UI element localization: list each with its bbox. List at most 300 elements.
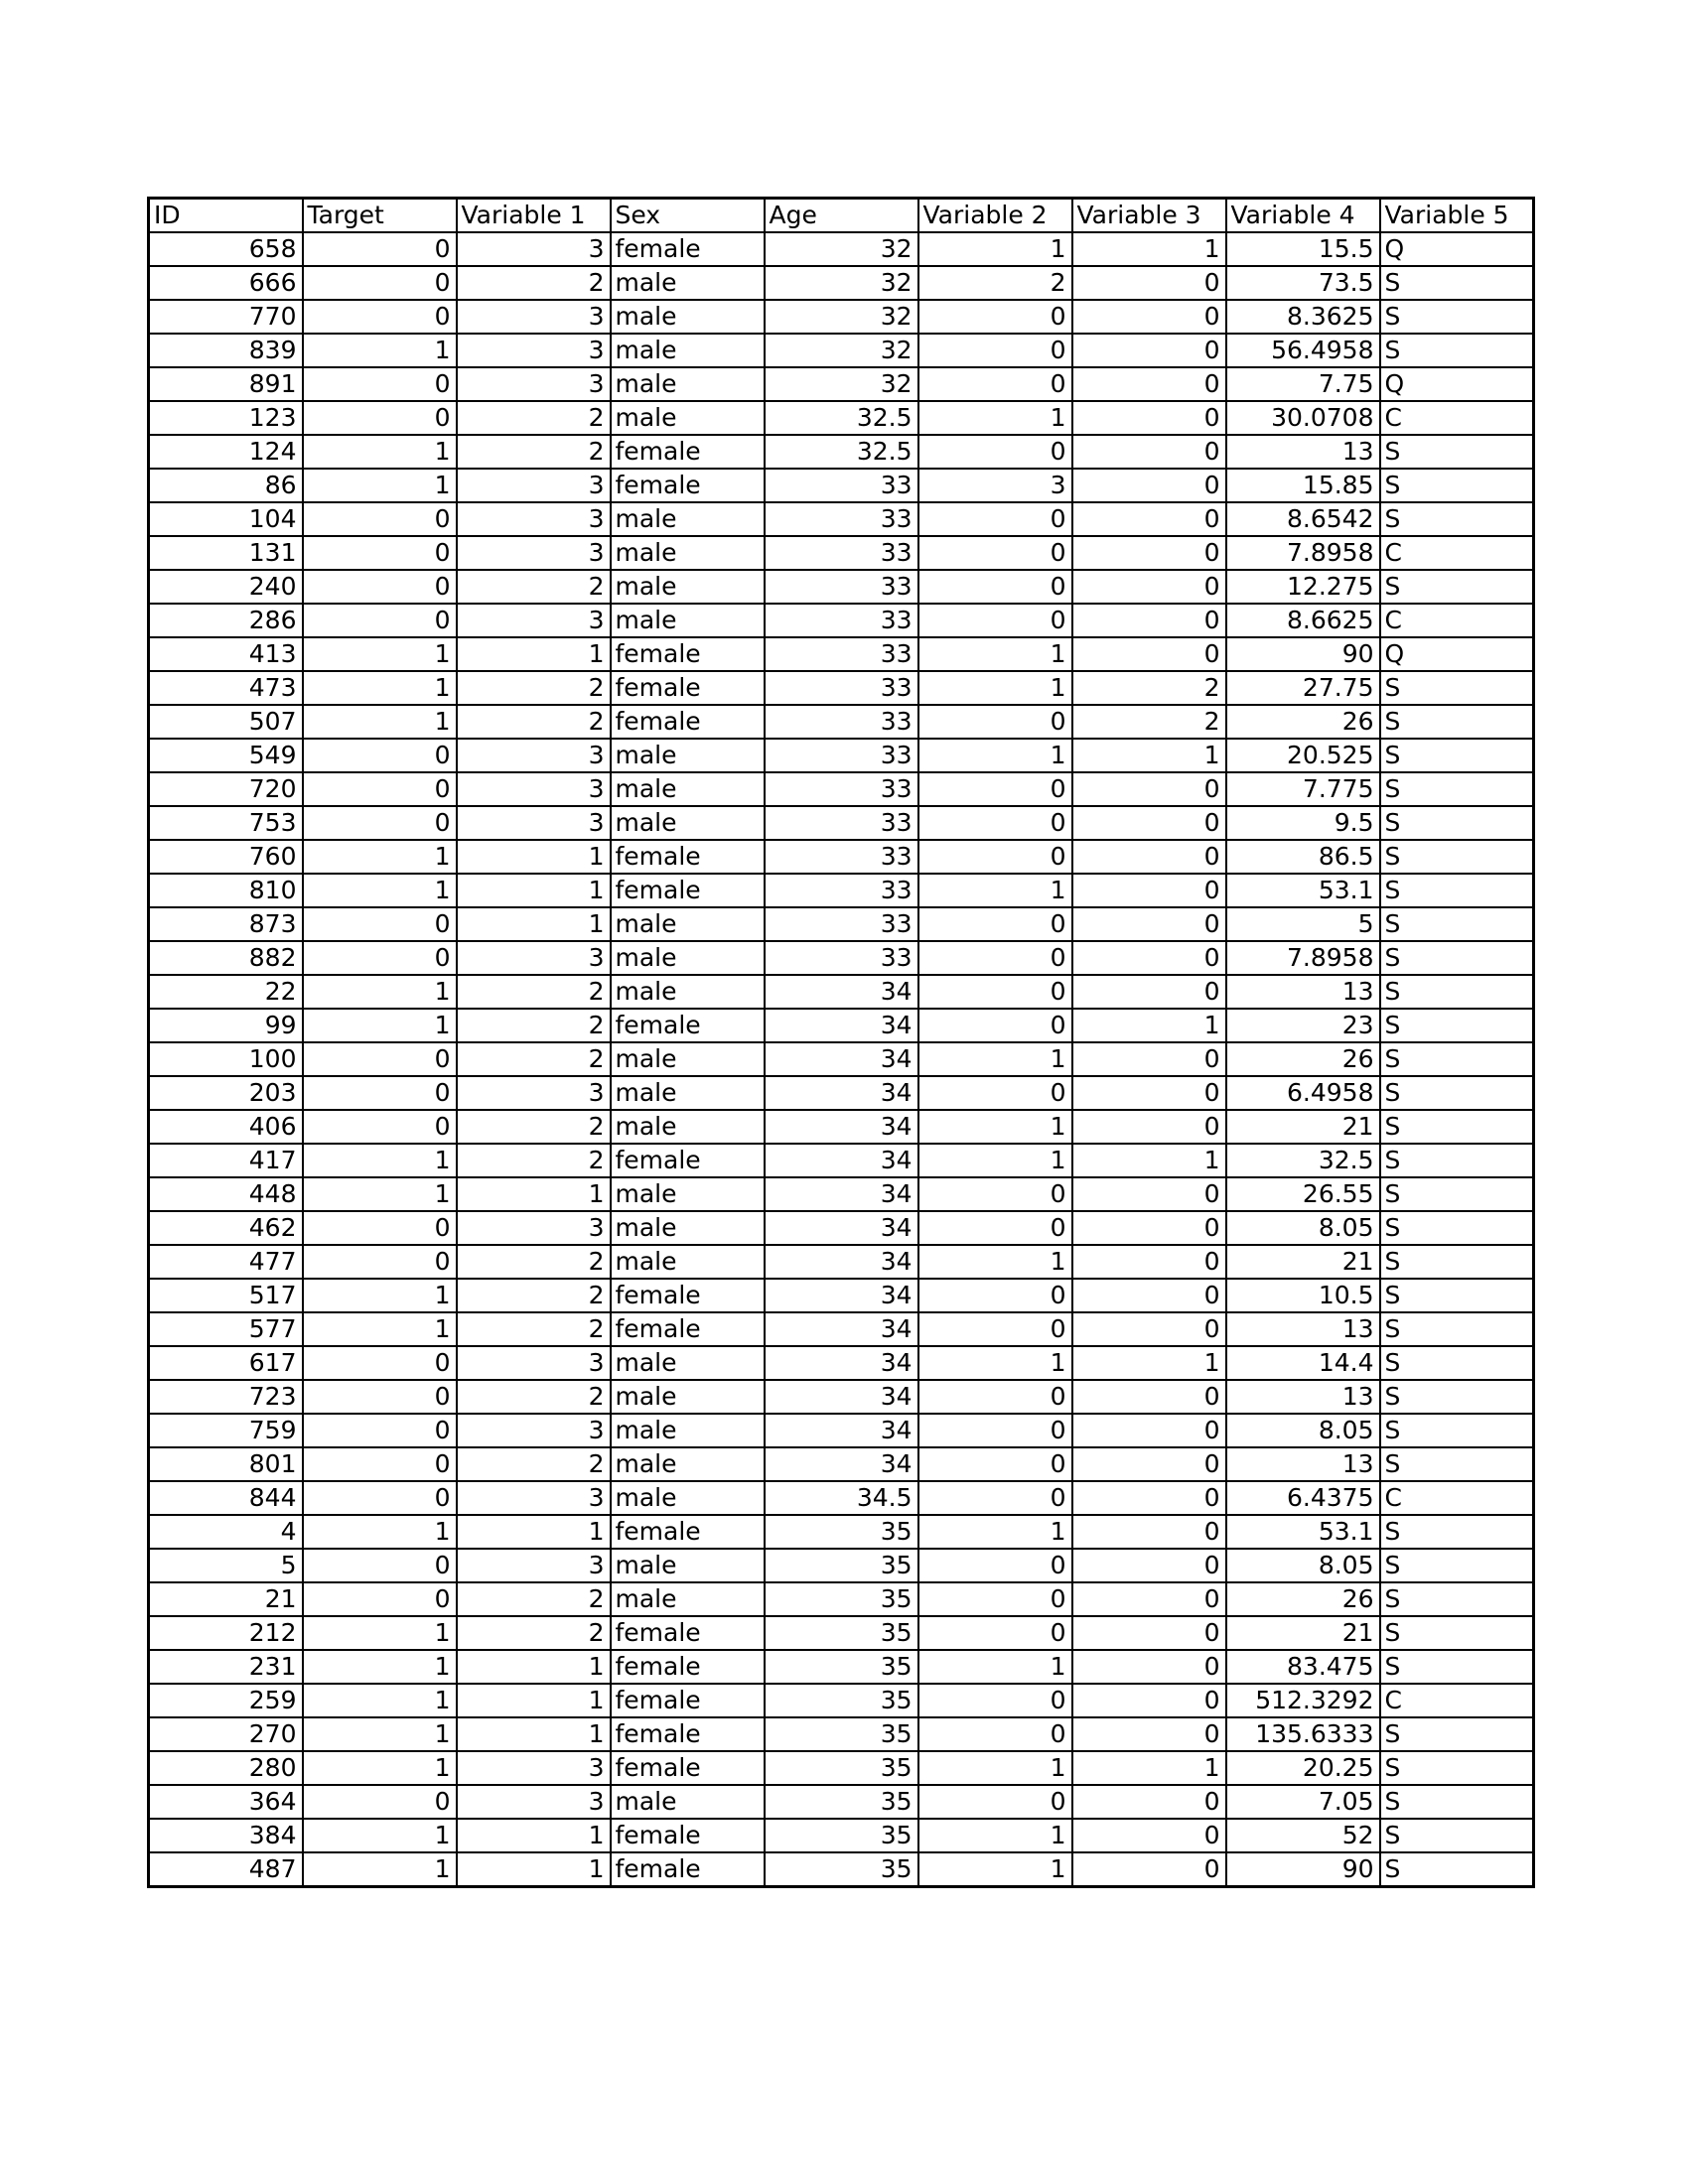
cell-sex: female — [611, 840, 765, 874]
cell-id: 86 — [149, 469, 303, 502]
cell-variable-2: 1 — [918, 232, 1072, 266]
cell-id: 882 — [149, 941, 303, 975]
cell-variable-4: 52 — [1226, 1819, 1380, 1852]
table-row — [149, 1481, 1534, 1515]
cell-id: 844 — [149, 1481, 303, 1515]
cell-age: 35 — [765, 1852, 918, 1887]
table-row — [149, 1785, 1534, 1819]
cell-sex: male — [611, 907, 765, 941]
cell-id: 666 — [149, 266, 303, 300]
table-row — [149, 671, 1534, 705]
cell-variable-1: 2 — [457, 1312, 611, 1346]
cell-target: 0 — [303, 367, 457, 401]
cell-variable-2: 0 — [918, 435, 1072, 469]
table-row — [149, 502, 1534, 536]
cell-variable-1: 3 — [457, 1076, 611, 1110]
cell-variable-2: 0 — [918, 1549, 1072, 1582]
cell-variable-1: 2 — [457, 1380, 611, 1414]
cell-variable-4: 7.75 — [1226, 367, 1380, 401]
table-body — [149, 232, 1534, 1887]
cell-id: 462 — [149, 1211, 303, 1245]
cell-variable-4: 13 — [1226, 1312, 1380, 1346]
cell-variable-1: 2 — [457, 1582, 611, 1616]
column-header-variable-1: Variable 1 — [457, 199, 611, 233]
cell-sex: female — [611, 705, 765, 739]
cell-id: 286 — [149, 604, 303, 637]
cell-target: 1 — [303, 435, 457, 469]
cell-variable-5: S — [1380, 1042, 1534, 1076]
cell-sex: male — [611, 1481, 765, 1515]
cell-variable-5: Q — [1380, 367, 1534, 401]
cell-age: 33 — [765, 570, 918, 604]
cell-age: 35 — [765, 1751, 918, 1785]
cell-id: 770 — [149, 300, 303, 334]
cell-sex: male — [611, 1549, 765, 1582]
cell-variable-5: S — [1380, 1414, 1534, 1447]
cell-id: 617 — [149, 1346, 303, 1380]
cell-variable-3: 0 — [1072, 840, 1226, 874]
cell-variable-1: 1 — [457, 1515, 611, 1549]
cell-variable-1: 3 — [457, 1481, 611, 1515]
cell-age: 32.5 — [765, 401, 918, 435]
table-row — [149, 907, 1534, 941]
cell-target: 0 — [303, 502, 457, 536]
cell-variable-5: S — [1380, 1447, 1534, 1481]
cell-age: 33 — [765, 907, 918, 941]
cell-id: 753 — [149, 806, 303, 840]
cell-variable-2: 0 — [918, 1785, 1072, 1819]
cell-target: 1 — [303, 1009, 457, 1042]
cell-sex: female — [611, 1279, 765, 1312]
cell-age: 34 — [765, 1447, 918, 1481]
table-row — [149, 1279, 1534, 1312]
cell-variable-3: 1 — [1072, 1144, 1226, 1177]
cell-variable-5: C — [1380, 1684, 1534, 1717]
header-row — [149, 199, 1534, 233]
cell-variable-3: 0 — [1072, 1245, 1226, 1279]
cell-sex: female — [611, 1312, 765, 1346]
cell-id: 473 — [149, 671, 303, 705]
cell-variable-1: 3 — [457, 1346, 611, 1380]
table-row — [149, 739, 1534, 772]
cell-variable-3: 0 — [1072, 469, 1226, 502]
cell-variable-5: S — [1380, 469, 1534, 502]
cell-sex: male — [611, 739, 765, 772]
table-row — [149, 1312, 1534, 1346]
cell-variable-4: 26 — [1226, 1582, 1380, 1616]
cell-variable-4: 5 — [1226, 907, 1380, 941]
cell-target: 0 — [303, 300, 457, 334]
cell-sex: female — [611, 637, 765, 671]
cell-age: 33 — [765, 469, 918, 502]
cell-variable-1: 1 — [457, 874, 611, 907]
cell-id: 259 — [149, 1684, 303, 1717]
cell-variable-2: 0 — [918, 1582, 1072, 1616]
cell-variable-2: 3 — [918, 469, 1072, 502]
cell-sex: female — [611, 1717, 765, 1751]
cell-variable-3: 1 — [1072, 739, 1226, 772]
cell-sex: female — [611, 1515, 765, 1549]
cell-variable-5: S — [1380, 502, 1534, 536]
cell-id: 406 — [149, 1110, 303, 1144]
column-header-id: ID — [149, 199, 303, 233]
cell-sex: male — [611, 772, 765, 806]
cell-id: 487 — [149, 1852, 303, 1887]
table-row — [149, 1582, 1534, 1616]
cell-age: 33 — [765, 705, 918, 739]
cell-variable-1: 3 — [457, 806, 611, 840]
cell-variable-4: 12.275 — [1226, 570, 1380, 604]
cell-variable-3: 0 — [1072, 604, 1226, 637]
cell-variable-3: 0 — [1072, 1549, 1226, 1582]
cell-variable-2: 1 — [918, 1110, 1072, 1144]
cell-target: 0 — [303, 1582, 457, 1616]
cell-target: 0 — [303, 941, 457, 975]
cell-variable-2: 2 — [918, 266, 1072, 300]
cell-variable-2: 0 — [918, 705, 1072, 739]
cell-variable-4: 7.8958 — [1226, 536, 1380, 570]
cell-age: 35 — [765, 1785, 918, 1819]
cell-target: 1 — [303, 1144, 457, 1177]
cell-sex: male — [611, 536, 765, 570]
cell-variable-2: 0 — [918, 1414, 1072, 1447]
table-row — [149, 1751, 1534, 1785]
cell-target: 1 — [303, 840, 457, 874]
cell-sex: male — [611, 1414, 765, 1447]
cell-sex: female — [611, 1684, 765, 1717]
cell-variable-3: 0 — [1072, 367, 1226, 401]
cell-variable-3: 0 — [1072, 975, 1226, 1009]
cell-variable-2: 1 — [918, 401, 1072, 435]
cell-variable-4: 13 — [1226, 975, 1380, 1009]
cell-variable-5: S — [1380, 772, 1534, 806]
cell-id: 5 — [149, 1549, 303, 1582]
cell-variable-5: S — [1380, 334, 1534, 367]
cell-variable-4: 83.475 — [1226, 1650, 1380, 1684]
cell-target: 0 — [303, 1380, 457, 1414]
cell-variable-4: 15.5 — [1226, 232, 1380, 266]
cell-variable-1: 2 — [457, 1042, 611, 1076]
cell-id: 124 — [149, 435, 303, 469]
table-row — [149, 705, 1534, 739]
cell-variable-5: S — [1380, 874, 1534, 907]
cell-variable-3: 0 — [1072, 1717, 1226, 1751]
cell-variable-3: 0 — [1072, 300, 1226, 334]
cell-variable-1: 1 — [457, 1650, 611, 1684]
cell-id: 839 — [149, 334, 303, 367]
cell-variable-1: 2 — [457, 570, 611, 604]
table-row — [149, 1650, 1534, 1684]
cell-variable-1: 3 — [457, 502, 611, 536]
cell-sex: female — [611, 1616, 765, 1650]
cell-variable-2: 0 — [918, 806, 1072, 840]
cell-sex: male — [611, 1582, 765, 1616]
cell-variable-5: Q — [1380, 232, 1534, 266]
cell-target: 0 — [303, 1076, 457, 1110]
cell-variable-3: 2 — [1072, 671, 1226, 705]
cell-variable-5: C — [1380, 401, 1534, 435]
cell-target: 1 — [303, 1312, 457, 1346]
cell-id: 364 — [149, 1785, 303, 1819]
cell-variable-3: 0 — [1072, 1380, 1226, 1414]
cell-variable-4: 6.4375 — [1226, 1481, 1380, 1515]
table-row — [149, 1076, 1534, 1110]
cell-variable-3: 2 — [1072, 705, 1226, 739]
cell-variable-5: S — [1380, 1144, 1534, 1177]
cell-variable-2: 0 — [918, 1616, 1072, 1650]
column-header-variable-5: Variable 5 — [1380, 199, 1534, 233]
cell-id: 801 — [149, 1447, 303, 1481]
cell-variable-1: 2 — [457, 401, 611, 435]
cell-sex: male — [611, 975, 765, 1009]
cell-variable-4: 8.3625 — [1226, 300, 1380, 334]
table-row — [149, 1852, 1534, 1887]
cell-id: 577 — [149, 1312, 303, 1346]
cell-variable-1: 1 — [457, 1852, 611, 1887]
cell-variable-2: 0 — [918, 975, 1072, 1009]
table-row — [149, 469, 1534, 502]
cell-id: 507 — [149, 705, 303, 739]
cell-variable-1: 2 — [457, 1447, 611, 1481]
cell-variable-1: 1 — [457, 1819, 611, 1852]
cell-sex: male — [611, 367, 765, 401]
cell-target: 0 — [303, 1481, 457, 1515]
cell-variable-1: 2 — [457, 1144, 611, 1177]
table-row — [149, 1144, 1534, 1177]
table-row — [149, 975, 1534, 1009]
cell-id: 231 — [149, 1650, 303, 1684]
cell-variable-1: 3 — [457, 536, 611, 570]
cell-id: 270 — [149, 1717, 303, 1751]
table-row — [149, 300, 1534, 334]
cell-variable-2: 1 — [918, 1346, 1072, 1380]
cell-variable-4: 20.25 — [1226, 1751, 1380, 1785]
cell-variable-2: 0 — [918, 604, 1072, 637]
cell-variable-3: 0 — [1072, 1177, 1226, 1211]
cell-sex: male — [611, 1076, 765, 1110]
cell-variable-1: 1 — [457, 840, 611, 874]
cell-age: 33 — [765, 840, 918, 874]
table-row — [149, 1211, 1534, 1245]
cell-sex: male — [611, 1785, 765, 1819]
table-row — [149, 1009, 1534, 1042]
cell-variable-5: S — [1380, 975, 1534, 1009]
cell-variable-3: 0 — [1072, 874, 1226, 907]
cell-variable-4: 20.525 — [1226, 739, 1380, 772]
cell-target: 1 — [303, 1650, 457, 1684]
cell-variable-5: S — [1380, 1616, 1534, 1650]
cell-target: 0 — [303, 806, 457, 840]
table-row — [149, 1819, 1534, 1852]
cell-sex: male — [611, 1177, 765, 1211]
cell-variable-2: 0 — [918, 840, 1072, 874]
cell-sex: male — [611, 1380, 765, 1414]
cell-age: 33 — [765, 536, 918, 570]
cell-target: 1 — [303, 1751, 457, 1785]
cell-sex: male — [611, 1346, 765, 1380]
cell-age: 34 — [765, 1144, 918, 1177]
cell-variable-2: 1 — [918, 1650, 1072, 1684]
cell-target: 1 — [303, 1717, 457, 1751]
cell-id: 240 — [149, 570, 303, 604]
cell-age: 34 — [765, 1279, 918, 1312]
cell-variable-2: 0 — [918, 1447, 1072, 1481]
cell-variable-3: 0 — [1072, 1616, 1226, 1650]
cell-variable-3: 1 — [1072, 1751, 1226, 1785]
cell-variable-5: S — [1380, 1549, 1534, 1582]
cell-variable-2: 0 — [918, 570, 1072, 604]
table-row — [149, 1549, 1534, 1582]
cell-variable-2: 0 — [918, 536, 1072, 570]
cell-target: 0 — [303, 739, 457, 772]
cell-age: 34 — [765, 1076, 918, 1110]
cell-variable-5: Q — [1380, 637, 1534, 671]
cell-variable-5: S — [1380, 739, 1534, 772]
cell-age: 32 — [765, 266, 918, 300]
cell-age: 34 — [765, 1042, 918, 1076]
cell-variable-1: 2 — [457, 705, 611, 739]
cell-variable-4: 7.05 — [1226, 1785, 1380, 1819]
cell-sex: female — [611, 435, 765, 469]
cell-id: 22 — [149, 975, 303, 1009]
table-row — [149, 1447, 1534, 1481]
cell-id: 99 — [149, 1009, 303, 1042]
cell-age: 35 — [765, 1582, 918, 1616]
cell-variable-5: S — [1380, 1785, 1534, 1819]
cell-age: 35 — [765, 1616, 918, 1650]
cell-variable-3: 0 — [1072, 1515, 1226, 1549]
cell-variable-1: 3 — [457, 739, 611, 772]
cell-variable-2: 0 — [918, 772, 1072, 806]
cell-variable-5: S — [1380, 570, 1534, 604]
cell-id: 104 — [149, 502, 303, 536]
cell-variable-1: 3 — [457, 232, 611, 266]
cell-id: 131 — [149, 536, 303, 570]
cell-variable-3: 0 — [1072, 1582, 1226, 1616]
cell-variable-2: 1 — [918, 1042, 1072, 1076]
cell-variable-1: 2 — [457, 975, 611, 1009]
cell-variable-4: 26.55 — [1226, 1177, 1380, 1211]
cell-variable-2: 0 — [918, 1211, 1072, 1245]
cell-target: 1 — [303, 1684, 457, 1717]
cell-sex: male — [611, 604, 765, 637]
cell-variable-2: 0 — [918, 941, 1072, 975]
cell-age: 34 — [765, 1346, 918, 1380]
cell-id: 4 — [149, 1515, 303, 1549]
cell-target: 1 — [303, 705, 457, 739]
cell-id: 720 — [149, 772, 303, 806]
cell-variable-4: 13 — [1226, 1447, 1380, 1481]
cell-id: 417 — [149, 1144, 303, 1177]
cell-variable-3: 0 — [1072, 435, 1226, 469]
cell-age: 33 — [765, 739, 918, 772]
cell-variable-4: 90 — [1226, 637, 1380, 671]
cell-age: 34 — [765, 975, 918, 1009]
cell-variable-1: 3 — [457, 604, 611, 637]
cell-variable-1: 1 — [457, 1684, 611, 1717]
cell-target: 0 — [303, 1785, 457, 1819]
cell-variable-4: 9.5 — [1226, 806, 1380, 840]
cell-variable-2: 0 — [918, 502, 1072, 536]
cell-sex: male — [611, 401, 765, 435]
cell-id: 759 — [149, 1414, 303, 1447]
cell-variable-4: 8.05 — [1226, 1549, 1380, 1582]
cell-variable-2: 1 — [918, 637, 1072, 671]
cell-variable-1: 3 — [457, 1211, 611, 1245]
cell-variable-2: 1 — [918, 1515, 1072, 1549]
cell-age: 35 — [765, 1515, 918, 1549]
cell-variable-5: S — [1380, 671, 1534, 705]
cell-variable-5: S — [1380, 1380, 1534, 1414]
cell-variable-1: 3 — [457, 1785, 611, 1819]
cell-age: 33 — [765, 806, 918, 840]
cell-variable-4: 73.5 — [1226, 266, 1380, 300]
cell-age: 34 — [765, 1380, 918, 1414]
cell-variable-4: 8.6625 — [1226, 604, 1380, 637]
cell-variable-3: 0 — [1072, 1852, 1226, 1887]
table-row — [149, 367, 1534, 401]
cell-variable-1: 3 — [457, 772, 611, 806]
cell-sex: female — [611, 874, 765, 907]
cell-variable-2: 0 — [918, 1380, 1072, 1414]
cell-target: 0 — [303, 1042, 457, 1076]
cell-variable-1: 2 — [457, 266, 611, 300]
table-row — [149, 435, 1534, 469]
column-header-target: Target — [303, 199, 457, 233]
table-row — [149, 941, 1534, 975]
cell-age: 34.5 — [765, 1481, 918, 1515]
cell-id: 21 — [149, 1582, 303, 1616]
cell-age: 35 — [765, 1717, 918, 1751]
table-row — [149, 1616, 1534, 1650]
cell-variable-1: 3 — [457, 1549, 611, 1582]
cell-variable-5: S — [1380, 1650, 1534, 1684]
cell-variable-1: 1 — [457, 1177, 611, 1211]
cell-variable-4: 14.4 — [1226, 1346, 1380, 1380]
cell-variable-3: 0 — [1072, 1076, 1226, 1110]
cell-variable-1: 1 — [457, 1717, 611, 1751]
table-row — [149, 1245, 1534, 1279]
cell-target: 0 — [303, 1447, 457, 1481]
cell-variable-4: 15.85 — [1226, 469, 1380, 502]
cell-variable-1: 2 — [457, 1245, 611, 1279]
cell-age: 35 — [765, 1819, 918, 1852]
cell-variable-3: 0 — [1072, 1650, 1226, 1684]
cell-variable-5: S — [1380, 1819, 1534, 1852]
cell-variable-2: 1 — [918, 1819, 1072, 1852]
cell-id: 413 — [149, 637, 303, 671]
cell-variable-3: 0 — [1072, 1481, 1226, 1515]
cell-sex: male — [611, 1245, 765, 1279]
cell-variable-3: 0 — [1072, 1414, 1226, 1447]
cell-variable-2: 0 — [918, 1009, 1072, 1042]
cell-variable-2: 0 — [918, 1481, 1072, 1515]
cell-target: 1 — [303, 671, 457, 705]
cell-variable-5: C — [1380, 604, 1534, 637]
cell-target: 1 — [303, 469, 457, 502]
cell-target: 1 — [303, 637, 457, 671]
table-row — [149, 874, 1534, 907]
cell-target: 0 — [303, 1346, 457, 1380]
table-row — [149, 334, 1534, 367]
cell-variable-5: S — [1380, 1279, 1534, 1312]
cell-variable-3: 0 — [1072, 1447, 1226, 1481]
cell-variable-3: 0 — [1072, 1110, 1226, 1144]
cell-target: 1 — [303, 1279, 457, 1312]
cell-variable-4: 8.6542 — [1226, 502, 1380, 536]
cell-variable-3: 0 — [1072, 1042, 1226, 1076]
table-row — [149, 1110, 1534, 1144]
